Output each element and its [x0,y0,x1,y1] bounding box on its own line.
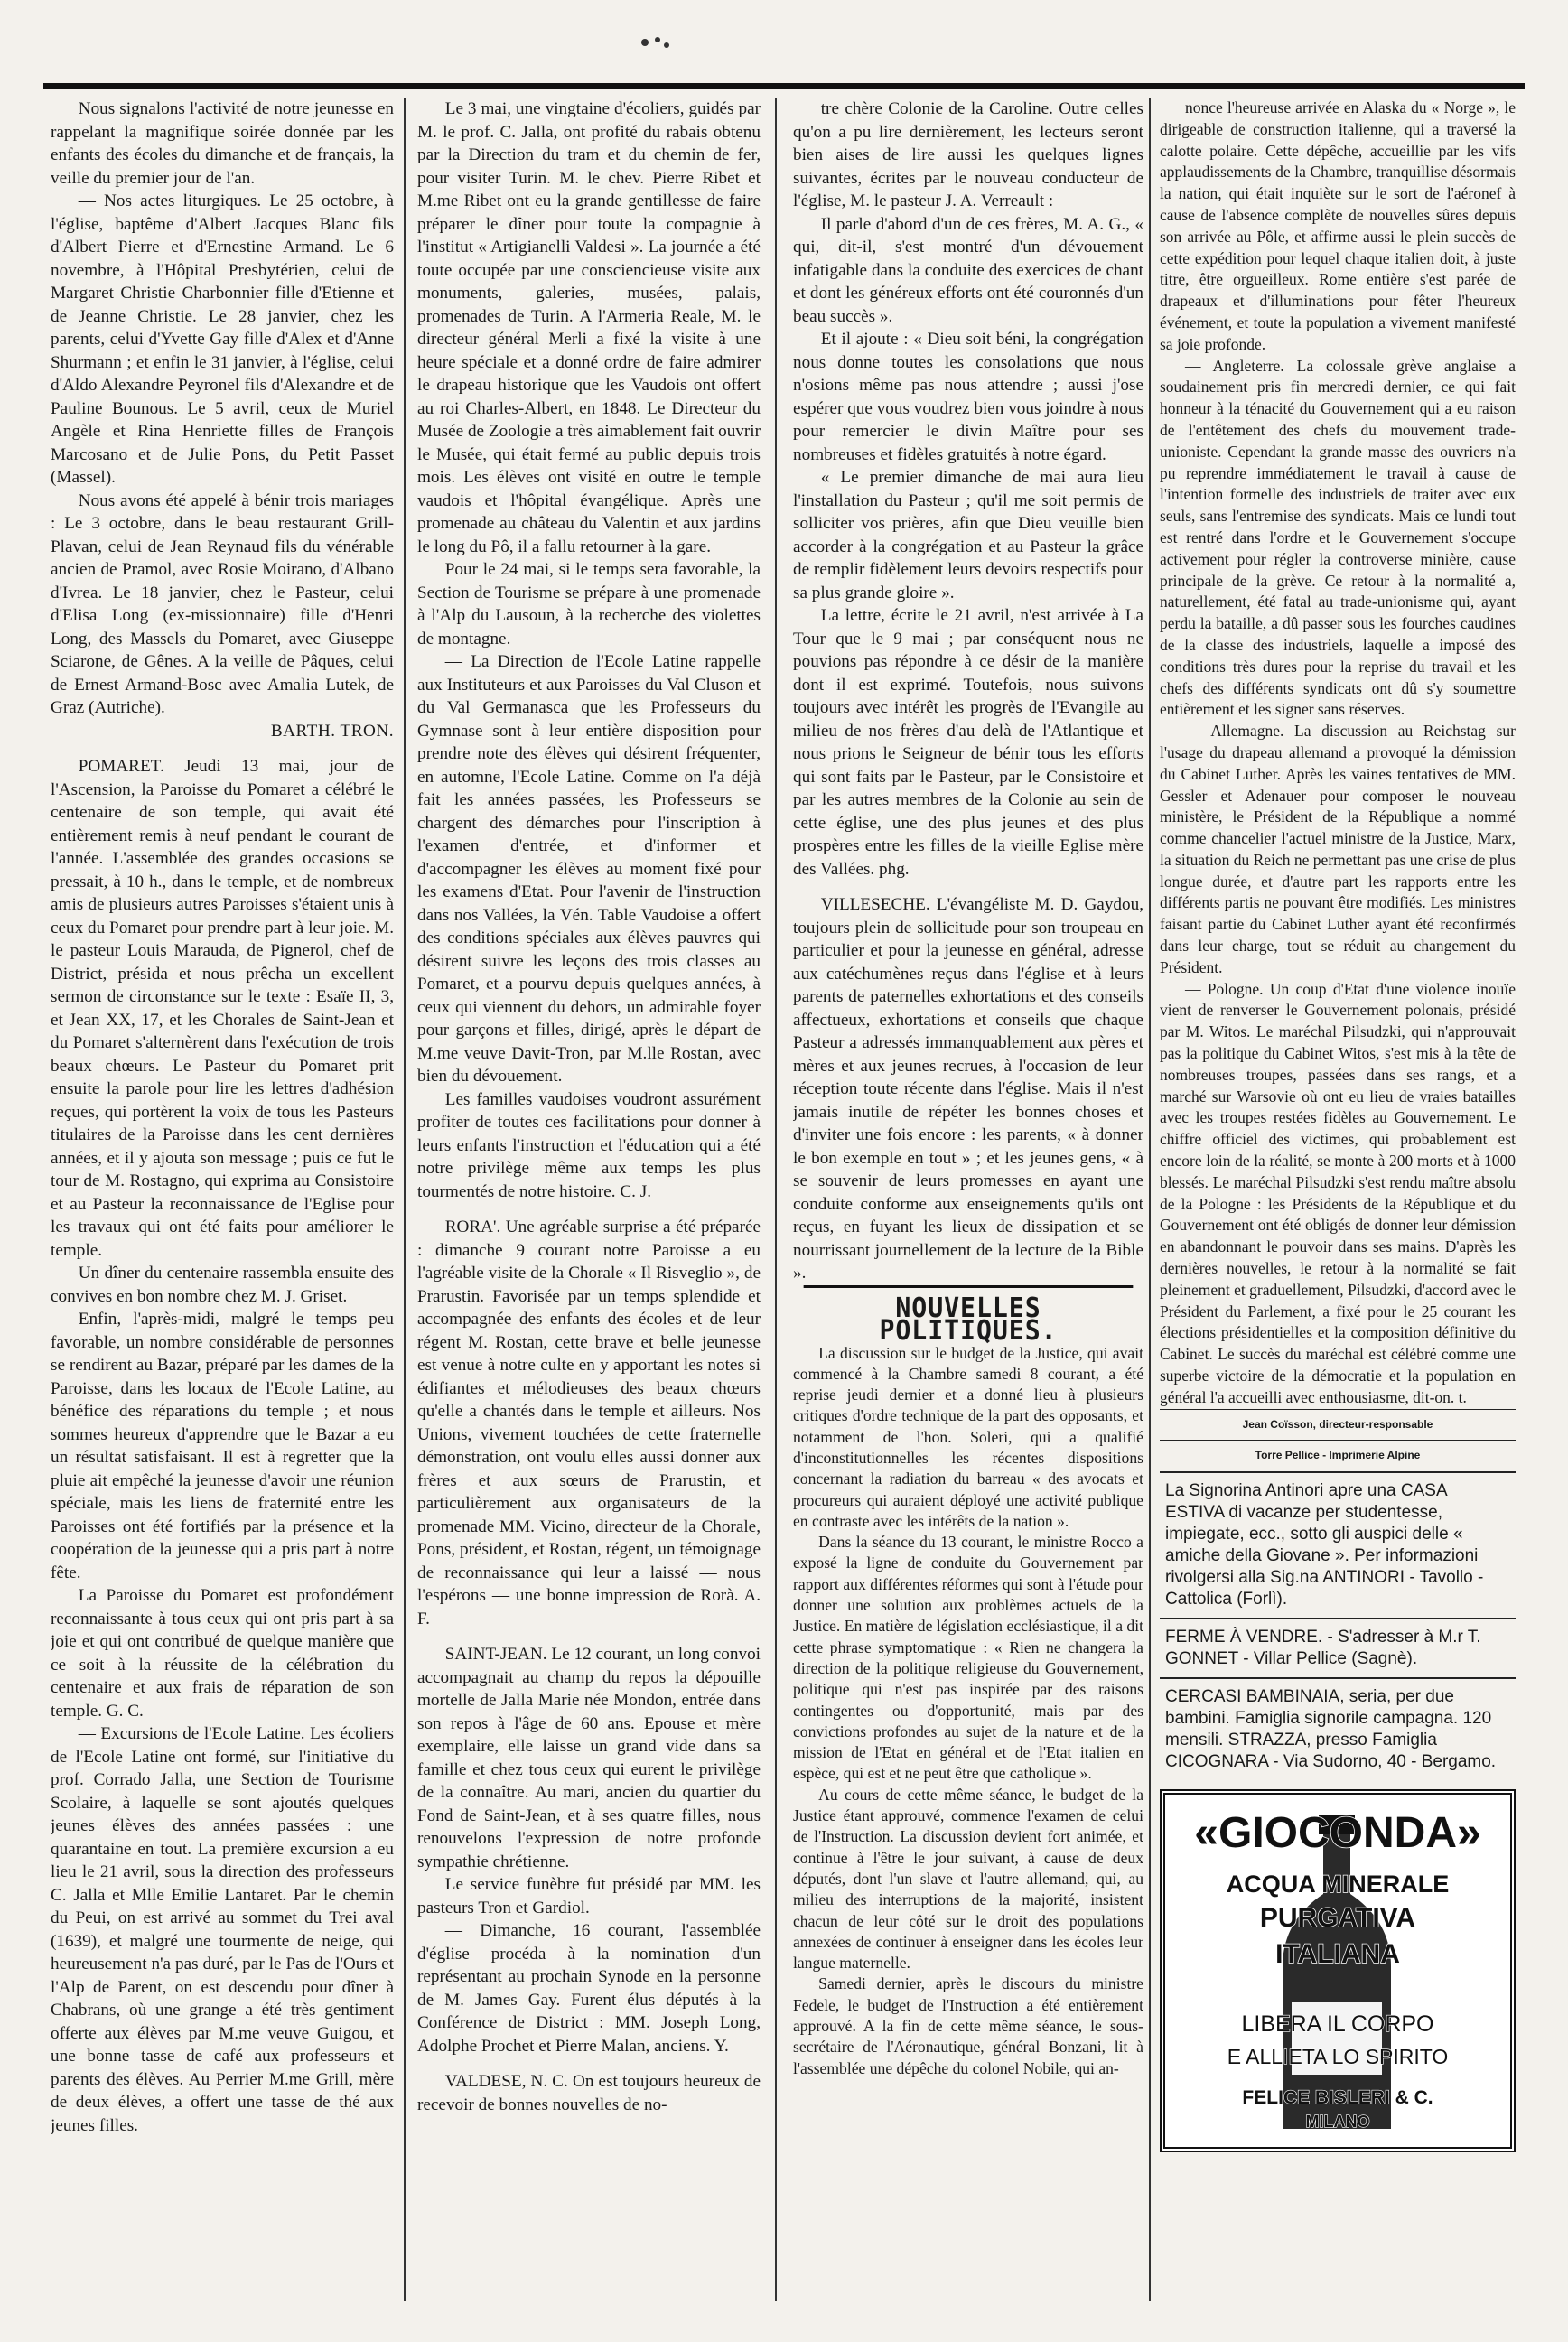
gioconda-line4: LIBERA IL CORPO [1241,2011,1434,2037]
paragraph: POMARET. Jeudi 13 mai, jour de l'Ascension, la Paroisse du Pomaret a célébré le centenaire de son temple, qui avait été entièrement remis à neuf pendant le courant de l'année. L'assemblée des grandes occasions se pressait, à 10 h., dans le temple, et de nombreux amis de plusieurs autres Paroisses s'étaient unis à ceux du Pomaret pour prendre part à leur joie. M. le pasteur Louis Marauda, de Pignerol, chef de District, présida et nous prêcha un excellent sermon de circonstance sur le texte : Esaïe II, 3, et Jean XX, 17, et les Chorales de Saint-Jean et du Pomaret s'alternèrent dans l'exécution de trois beaux chœurs. Le Pasteur du Pomaret prit ensuite la parole pour lire les lettres d'adhésion reçues, qui portèrent la voix de tous les Pasteurs titulaires de la Paroisse dans les cent dernières années, et il y ajouta son message ; puis ce fut le tour de M. Rostagno, qui exprima au Consistoire et au Pasteur la reconnaissance de l'Eglise pour les travaux qui ont été faits pour améliorer le temple. [51,757,394,1260]
paragraph: Il parle d'abord d'un de ces frères, M. A. G., « qui, dit-il, s'est montré d'un dévouement infatigable dans la conduite des exercices de chant et dont les généreux efforts ont été couronnés d'un beau succès ». [793,214,1143,326]
column-divider [775,98,777,2301]
top-rule [43,83,1525,89]
politics-section [793,1343,1143,2079]
paragraph: Samedi dernier, après le discours du ministre Fedele, le budget de l'Instruction a été entièrement approuvé. A la fin de cette même séance, le sous-secrétaire de l'Aéronautique, général Bonzani, lit à l'assemblée une dépêche du colonel Nobile, qui an- [793,1974,1143,2077]
gioconda-line3: ITALIANA [1275,1938,1400,1969]
ad-ferme-a-vendre: FERME À VENDRE. - S'adresser à M.r T. GONNET - Villar Pellice (Sagnè). [1160,1618,1516,1677]
paragraph: La discussion sur le budget de la Justice, qui avait commencé à la Chambre samedi 8 courant, a été reprise jeudi dernier et a donné lieu à plusieurs critiques d'ordre technique de la part des opposants, et notamment de l'hon. Soleri, qui a qualifié d'inconstitutionnelles les récentes dispositions concernant la radiation du barreau « des avocats et procureurs qui auraient déployé une activité publique en contraste avec les intérêts de la nation ». [793,1343,1143,1530]
paragraph: VALDESE, N. C. On est toujours heureux de recevoir de bonnes nouvelles de no- [417,2072,761,2114]
gioconda-maker: FELICE BISLERI & C. [1242,2086,1433,2108]
paragraph: — Allemagne. La discussion au Reichstag sur l'usage du drapeau allemand a provoqué la démission du Cabinet Luther. Après les vaines tentatives de MM. Gessler et Adenauer pour composer le nouveau ministère, le Président de la République a nommé comme chancelier l'actuel ministre de la Justice, Marx, la situation du Reich ne permettant pas une crise de plus longue durée, et d'autre part les rapports entre les différents partis ne pouvant être modifiés. Les ministres faisant partie du Cabinet Luther ayant été reconfirmés dans leur charge, tout se réduit au changement du Président. [1160,722,1516,976]
paragraph: — Pologne. Un coup d'Etat d'une violence inouïe vient de renverser le Gouvernement polonais, présidé par M. Witos. Le maréchal Pilsudzki, qui n'approuvait pas la politique du Cabinet Witos, s'est mis à la tête de nombreuses troupes, passées dans ses rangs, et a marché sur Warsovie où ont eu lieu de vraies batailles avec les troupes restées fidèles au Gouvernement. Le chiffre officiel des victimes, qui probablement est encore loin de la réalité, se monte à 200 morts et à 1000 blessés. Le maréchal Pilsudzki s'est rendu maître absolu de la Pologne : les Présidents de la République et du Gouvernement ont été obligés de donner leur démission en abandonnant le pouvoir dans ses mains. D'après les dernières nouvelles, le retour à la normalité se fait pleinement et graduellement, Pilsudzki, d'accord avec le Président du Parlement, a fixé pour le 25 courant les élections présidentielles et la composition définitive du Cabinet. Le succès du maréchal est célébré comme une superbe victoire de la démocratie et la population en général l'a accueilli avec enthousiasme, dit-on. t. [1160,979,1516,1406]
column-divider [404,98,406,2301]
ad-bambinaia: CERCASI BAMBINAIA, seria, per due bambini. Famiglia signorile campagna. 120 mensili. STRAZZA, presso Famiglia CICOGNARA - Via Sudorno, 40 - Bergamo. [1160,1677,1516,1780]
paragraph: — La Direction de l'Ecole Latine rappelle aux Instituteurs et aux Paroisses du Val Cluson et du Val Germanasca que les Professeurs du Gymnase sont à leur entière disposition pour prendre note des élèves qui désirent fréquenter, en automne, l'Ecole Latine. Comme on l'a déjà fait les années passées, les Professeurs se chargent des démarches pour l'inscription à l'examen d'entrée, et d'informer et d'accompagner les élèves au moment fixé pour les examens d'Etat. Pour l'avenir de l'instruction dans nos Vallées, la Vén. Table Vaudoise a offert des conditions spéciales aux élèves pauvres qui désirent suivre les leçons des trois classes au Pomaret, et a pourvu depuis quelques années, à ceux qui viennent du dehors, un admirable foyer pour garçons et filles, dirigé, après le départ de M.me veuve Davit-Tron, par M.lle Rostan, avec bien du dévouement. [417,652,761,1086]
column-4 [1160,98,1516,2319]
paragraph: « Le premier dimanche de mai aura lieu l'installation du Pasteur ; qu'il me soit permis de solliciter vos prières, afin que Dieu veuille bien accorder à la congrégation et au Pasteur la grâce de remplir fidèlement leurs devoirs respectifs pour sa plus grande gloire ». [793,468,1143,602]
paragraph: Nous avons été appelé à bénir trois mariages : Le 3 octobre, dans le beau restaurant Grill-Plavan, celui de Jean Reynaud fils du vénérable ancien de Pramol, avec Rosie Moirano, d'Albano d'Ivrea. Le 18 janvier, chez le Pasteur, celui d'Elisa Long (ex-missionnaire) fille d'Henri Long, des Massels du Pomaret, avec Giuseppe Sciarone, de Gênes. A la veille de Pâques, celui de Ernest Armand-Bosc avec Amalia Lutek, de Graz (Autriche). [51,490,394,717]
ornament-icon [632,29,677,56]
paragraph: Au cours de cette même séance, le budget de la Justice étant approuvé, commence l'examen de celui de l'Instruction. La discussion devient fort animée, et continue à l'être le jour suivant, à cause de deux députés, dont l'un slave et l'autre allemand, qui, au milieu des interruptions de la majorité, insistent chacun de leur côté sur le droit des populations annexées de continuer à enseigner dans les écoles leur langue maternelle. [793,1785,1143,1973]
director-imprint: Jean Coïsson, directeur-responsable [1160,1409,1516,1441]
section-headline: NOUVELLES POLITIQUES. [804,1285,1134,1343]
gioconda-advertisement [1160,1789,1516,2152]
paragraph: — Dimanche, 16 courant, l'assemblée d'église procéda à la nomination d'un représentant au prochain Synode en la personne de M. James Gay. Furent élus députés à la Conférence de District : MM. Joseph Long, Adolphe Prochet et Pierre Malan, anciens. Y. [417,1921,761,2056]
signature: BARTH. TRON. [270,721,394,741]
paragraph: RORA'. Une agréable surprise a été préparée : dimanche 9 courant notre Paroisse a eu l'agréable visite de la Chorale « Il Risveglio », de Prarustin. Favorisée par un temps splendide et accompagnée des enfants des écoles et de leur régent M. Rostan, cette brave et belle jeunesse est venue à notre culte en y apportant les notes si édifiantes et mélodieuses des beaux chœurs qu'elle a chantés dans le temple et ailleurs. Nos Unions, vivement touchées de cette fraternelle démonstration, ont voulu elles aussi donner aux frères et aux sœurs de Prarustin, et particulièrement aux organisateurs de la promenade MM. Vicino, directeur de la Chorale, Pons, président, et Rostan, régent, un témoignage de reconnaissance qui leur a laissé — nous l'espérons — une bonne impression de Rorà. A. F. [417,1218,761,1628]
paragraph: VILLESECHE. L'évangéliste M. D. Gaydou, toujours plein de sollicitude pour son troupeau en particulier et pour la jeunesse en général, adresse aux catéchumènes reçus dans l'église et à leurs parents de paternelles exhortations et des conseils affectueux, exhortations et conseils que chaque Pasteur a adressés immanquablement aux pères et mères et aux jeunes recrues, à l'occasion de leur réception toute récente dans l'église. Mais il n'est jamais inutile de répéter les bonnes choses et d'inviter une fois encore : les parents, « à donner le bon exemple en tout » ; et les jeunes gens, « à se souvenir de leurs promesses en ayant une conduite conforme aux enseignements qu'ils ont reçus, en fuyant les lieux de dissipation et se nourrissant journellement de la lecture de la Bible ». [793,895,1143,1283]
paragraph: Dans la séance du 13 courant, le ministre Rocco a exposé la ligne de conduite du Gouvernement par rapport aux différentes réformes qui sont à l'étude pour donner une solution aux problèmes actuels de la Justice. En matière de législation ecclésiastique, il a dit cette phrase symptomatique : « Rien ne changera la direction de la politique religieuse du Gouvernement, politique qui n'est pas inspirée par des raisons contingentes ou d'opportunité, mais par des convictions profondes au sujet de la nature et de la mission de l'Etat en général et de l'Etat italien en espèce, qui est et ne peut être que catholique ». [793,1533,1143,1783]
paragraph: Le 3 mai, une vingtaine d'écoliers, guidés par M. le prof. C. Jalla, ont profité du rabais obtenu par la Direction du tram et du chemin de fer, pour visiter Turin. M. le chev. Pierre Ribet et M.me Ribet ont eu la grande gentillesse de faire préparer le dîner pour toute la compagnie à l'institut « Artigianelli Valdesi ». La journée a été toute occupée par une consciencieuse visite aux monuments, galeries, musées, palais, promenades de Turin. A l'Armeria Reale, M. le directeur général Merli a fixé la visite à une heure spéciale et a donné ordre de faire admirer le drapeau historique que les Vaudois ont offert au roi Charles-Albert, en 1848. Le Directeur du Musée de Zoologie a très aimablement fait ouvrir le Musée, qui était fermé au public depuis trois mois. Les élèves ont visité en outre le temple vaudois et l'hôpital évangélique. Après une promenade au château du Valentin et aux jardins le long du Pô, il a fallu retourner à la gare. [417,99,761,556]
paragraph: Un dîner du centenaire rassembla ensuite des convives en bon nombre chez M. J. Griset. [51,1264,394,1306]
paragraph: La lettre, écrite le 21 avril, n'est arrivée à La Tour que le 9 mai ; par conséquent nous ne pouvions pas répondre à ce désir de la manière dont il est exprimé. Toutefois, nous suivons toujours avec intérêt les progrès de l'Evangile au milieu de nos frères d'au delà de l'Atlantique et nous prions le Seigneur de bénir tous les efforts qui sont faits par le Pasteur, par le Consistoire et par les autres membres de la Colonie au sein de cette église, une des plus jeunes et des plus prospères entre les filles de la vieille Eglise mère des Vallées. phg. [793,606,1143,879]
paragraph: Pour le 24 mai, si le temps sera favorable, la Section de Tourisme se prépare à une promenade à l'Alp du Lausoun, à la recherche des violettes de montagne. [417,560,761,648]
gioconda-brand: «GIOCONDA» [1194,1808,1481,1857]
paragraph: — Nos actes liturgiques. Le 25 octobre, à l'église, baptême d'Albert Jacques Blanc fils d'Albert Pierre et d'Ernestine Armand. Le 6 novembre, à l'Hôpital Presbytérien, celui de Margaret Christie Charbonnier fille d'Etienne et de Jeanne Christie. Le 28 janvier, chez les parents, celui d'Yvette Gay fille d'Alex et d'Anne Shurmann ; et enfin le 31 janvier, à l'église, celui d'Aldo Alexandre Peyronel fils d'Alexandre et de Pauline Bounous. Le 5 avril, ceux de Muriel Angèle et Rina Henriette filles de François Marcosano et de Julie Pons, du Petit Passet (Massel). [51,191,394,487]
column-divider [1149,98,1151,2301]
paragraph: La Paroisse du Pomaret est profondément reconnaissante à tous ceux qui ont pris part à sa joie et qui ont contribué de quelque manière que ce soit à la réussite de la célébration du centenaire et aux frais de réparation de son temple. G. C. [51,1586,394,1721]
bottle-illustration [1165,1795,1510,2147]
gioconda-line2: PURGATIVA [1259,1902,1416,1933]
printer-imprint: Torre Pellice - Imprimerie Alpine [1160,1440,1516,1471]
column-1 [51,98,394,2319]
paragraph: Les familles vaudoises voudront assurément profiter de toutes ces facilitations pour donner à leurs enfants l'instruction et l'éducation qui a été notre privilège même aux temps les plus tourmentés de notre histoire. C. J. [417,1089,761,1201]
paragraph: Nous signalons l'activité de notre jeunesse en rappelant la magnifique soirée donnée par les enfants des écoles du dimanche et de français, la veille du premier jour de l'an. [51,99,394,188]
column-3 [793,98,1143,2319]
ad-casa-estiva: La Signorina Antinori apre una CASA ESTIVA di vacanze per studentesse, impiegate, ecc., sotto gli auspici delle « amiche della Giovane ». Per informazioni rivolgersi alla Sig.na ANTINORI - Tavollo - Cattolica (Forlì). [1160,1471,1516,1618]
gioconda-line5: E ALLIETA LO SPIRITO [1227,2044,1449,2068]
foreign-news [1160,98,1516,1409]
gioconda-city: MILANO [1305,2112,1370,2131]
paragraph: Enfin, l'après-midi, malgré le temps peu favorable, un nombre considérable de personnes se rendirent au Bazar, préparé par les dames de la Paroisse, dans les locaux de l'Ecole Latine, au bénéfice des réparations du temple ; et nous sommes heureux d'apprendre que le Bazar a eu un résultat satisfaisant. Il est à regretter que la pluie ait empêché la jeunesse d'avoir une réunion spéciale, mais les liens de fraternité entre les Paroisses ont été fortifiés par la présence et la coopération de la jeunesse qui a pris part à notre fête. [51,1310,394,1582]
paragraph: nonce l'heureuse arrivée en Alaska du « Norge », le dirigeable de construction italienne, qui a traversé la calotte polaire. Cette dépêche, accueillie par les vifs applaudissements de la Chambre, tranquillise désormais la nation, qui était inquiète sur le sort de l'aéronef à cause de l'absence complète de nouvelles sûres depuis son arrivée au Pôle, et affirme aussi le plein succès de cette expédition pour lequel chaque italien doit, à juste titre, être orgueilleux. Rome entière s'est parée de drapeaux et d'illuminations pour fêter l'heureux événement, et toute la population a vivement manifesté sa joie profonde. [1160,98,1516,353]
paragraph: Le service funèbre fut présidé par MM. les pasteurs Tron et Gardiol. [417,1875,761,1917]
paragraph: — Angleterre. La colossale grève anglaise a soudainement pris fin mercredi dernier, ce qui fait honneur à la ténacité du Gouvernement qui a eu raison de l'entêtement des chefs du mouvement trade-unioniste. Cependant la grande masse des ouvriers n'a pu reprendre immédiatement le travail à cause de l'intention formelle des industriels de traiter avec eux seuls, sans l'entremise des syndicats. Mais ce lundi tout est rentré dans l'ordre et le Gouvernement s'occupe activement pour régler la controverse minière, cause principale de la grève. Ce retour à la normalité a, naturellement, été fatal au trade-unionisme qui, ayant perdu la bataille, a dû passer sous les fourches caudines de la classe des industriels, laquelle a imposé des conditions très dures pour la reprise du travail et les chefs des différents syndicats ont dû s'y soumettre entièrement et les signer sans réserves. [1160,356,1516,719]
gioconda-line1: ACQUA MINERALE [1226,1870,1450,1898]
column-2 [417,98,761,2319]
paragraph: — Excursions de l'Ecole Latine. Les écoliers de l'Ecole Latine ont formé, sur l'initiative du prof. Corrado Jalla, une Section de Tourisme Scolaire, à laquelle se sont ajoutés quelques jeunes élèves des années passées : une quarantaine en tout. La première excursion a eu lieu le 21 avril, sous la direction des professeurs C. Jalla et Mlle Emilie Lantaret. Par le chemin du Peui, on est arrivé au sommet du Trei aval (1639), et malgré une tourmente de neige, qui heureusement n'a pas duré, par le Pas de l'Ours et l'Alp de Parent, on est descendu pour dîner à Chabrans, où une grange a été très gentiment offerte aux élèves par M.me veuve Guigou, et une bonne tasse de café aux professeurs et parents des élèves. Au Perrier M.me Grill, mère de deux élèves, a offert une tasse de thé aux jeunes filles. [51,1724,394,2135]
paragraph: tre chère Colonie de la Caroline. Outre celles qu'on a pu lire dernièrement, les lecteurs seront bien aises de lire aussi les quelques lignes suivantes, écrites par le nouveau conducteur de l'église, M. le pasteur J. A. Verreault : [793,99,1143,210]
paragraph: Et il ajoute : « Dieu soit béni, la congrégation nous donne toutes les consolations que nous n'osions même pas nous attendre ; aussi j'ose espérer que vous voudrez bien vous joindre à nous pour remercier le divin Maître pour ses nombreuses et fidèles gratuités à notre égard. [793,330,1143,464]
paragraph: SAINT-JEAN. Le 12 courant, un long convoi accompagnait au champ du repos la dépouille mortelle de Jalla Marie née Mondon, entrée dans son repos à l'âge de 60 ans. Epouse et mère exemplaire, elle laisse un grand vide dans sa famille et chez tous ceux qui eurent le privilège de la connaître. Au mari, ancien du quartier du Fond de Saint-Jean, et à ses quatre filles, nous renouvelons l'expression de notre profonde sympathie chrétienne. [417,1645,761,1871]
